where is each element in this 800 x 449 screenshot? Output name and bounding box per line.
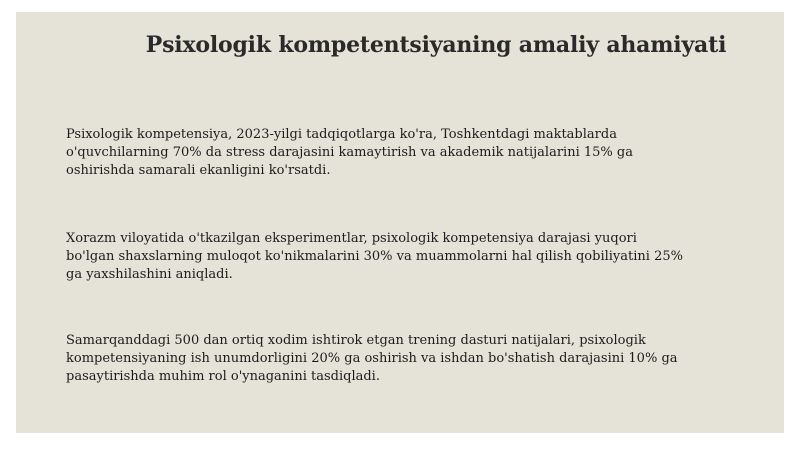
paragraph-tashkent-study: Psixologik kompetensiya, 2023-yilgi tadqiqotlarga ko'ra, Toshkentdagi maktablarda o'quvchilarning 70% da stress darajasini kamaytirish va akademik natijalarini 15% ga oshirishda samarali ekanligini ko'rsatdi.: [66, 127, 633, 178]
paragraph-samarkand-training: Samarqanddagi 500 dan ortiq xodim ishtirok etgan trening dasturi natijalari, psixologik kompetensiyaning ish unumdorligini 20% ga oshirish va ishdan bo'shatish darajasini 10% ga pasaytirishda muhim rol o'ynaganini tasdiqladi.: [66, 333, 678, 384]
slide-title: Psixologik kompetentsiyaning amaliy ahamiyati: [145, 32, 727, 58]
slide: [16, 12, 784, 433]
paragraph-khorezm-experiment: Xorazm viloyatida o'tkazilgan eksperimentlar, psixologik kompetensiya darajasi yuqori bo'lgan shaxslarning muloqot ko'nikmalarini 30% va muammolarni hal qilish qobiliyatini 25% ga yaxshilashini aniqladi.: [66, 231, 683, 282]
